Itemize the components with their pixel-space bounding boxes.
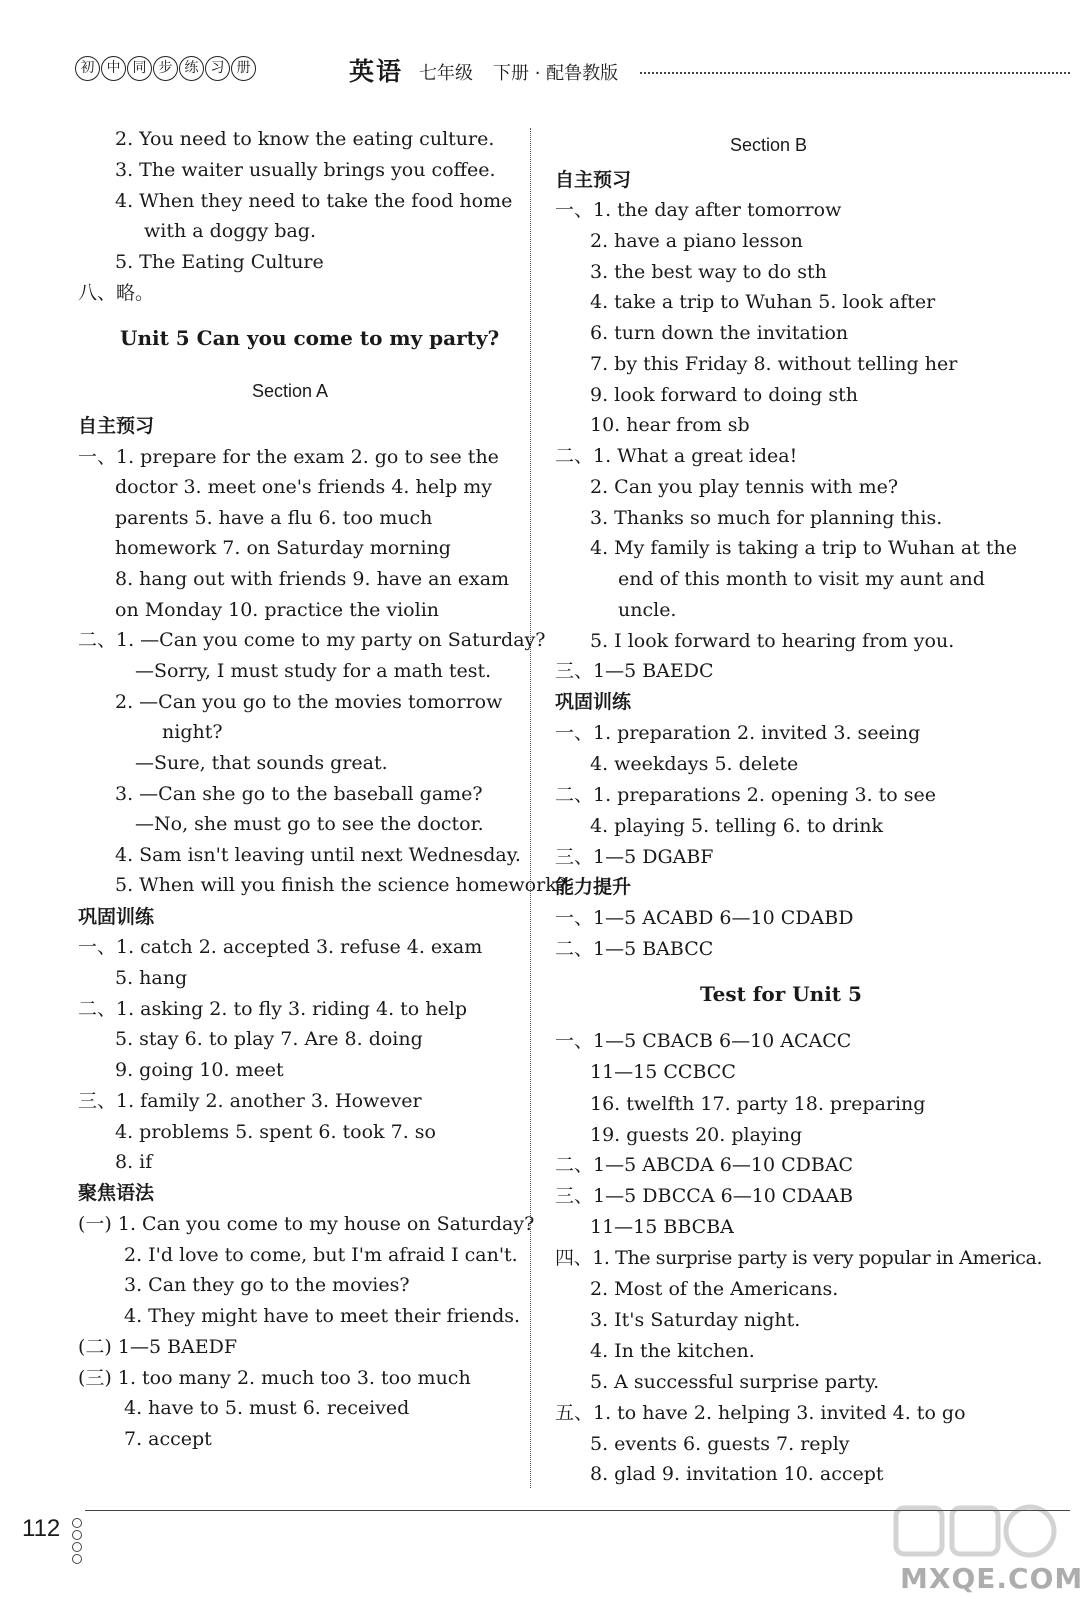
answer-line: 6. turn down the invitation bbox=[590, 322, 849, 344]
answer-line: 9. look forward to doing sth bbox=[590, 384, 858, 406]
answer-line: 10. hear from sb bbox=[590, 414, 750, 436]
series-char: 步 bbox=[153, 56, 178, 81]
answer-line: 三、1. family 2. another 3. However bbox=[78, 1090, 422, 1112]
answer-line: 5. When will you finish the science homework? bbox=[115, 874, 567, 896]
answer-line: 3. the best way to do sth bbox=[590, 261, 827, 283]
header-dotted-rule bbox=[640, 72, 1070, 74]
answer-line: (三) 1. too many 2. much too 3. too much bbox=[78, 1367, 471, 1389]
subject-title: 英语 bbox=[349, 57, 404, 86]
answer-line: 8. if bbox=[115, 1151, 153, 1173]
answer-line: on Monday 10. practice the violin bbox=[115, 599, 440, 621]
answer-line: 5. A successful surprise party. bbox=[590, 1371, 880, 1393]
answer-line: 4. In the kitchen. bbox=[590, 1340, 755, 1362]
page-header bbox=[75, 54, 1075, 88]
section-heading: Section A bbox=[252, 381, 329, 401]
subsection-heading: 能力提升 bbox=[555, 876, 632, 898]
answer-line: 一、1—5 ACABD 6—10 CDABD bbox=[555, 907, 854, 929]
answer-line: —No, she must go to see the doctor. bbox=[135, 813, 484, 835]
answer-line: 一、1. preparation 2. invited 3. seeing bbox=[555, 722, 921, 744]
answer-line: 3. Thanks so much for planning this. bbox=[590, 507, 943, 529]
subsection-heading: 自主预习 bbox=[555, 169, 632, 191]
answer-line: 3. Can they go to the movies? bbox=[124, 1274, 410, 1296]
answer-line: night? bbox=[162, 721, 223, 743]
answer-line: 一、1. catch 2. accepted 3. refuse 4. exam bbox=[78, 936, 483, 958]
answer-line: 一、1—5 CBACB 6—10 ACACC bbox=[555, 1030, 852, 1052]
answer-line: 11—15 CCBCC bbox=[590, 1061, 736, 1083]
answer-line: 4. weekdays 5. delete bbox=[590, 753, 799, 775]
page-number: 112 bbox=[22, 1515, 61, 1542]
answer-line: 5. The Eating Culture bbox=[115, 251, 324, 273]
answer-line: 二、1. What a great idea! bbox=[555, 445, 798, 467]
answer-line: 二、1. asking 2. to fly 3. riding 4. to help bbox=[78, 998, 468, 1020]
answer-line: (一) 1. Can you come to my house on Saturday? bbox=[78, 1213, 535, 1235]
answer-line: 二、1—5 BABCC bbox=[555, 938, 714, 960]
answer-line: 16. twelfth 17. party 18. preparing bbox=[590, 1093, 926, 1115]
answer-line: with a doggy bag. bbox=[144, 220, 317, 242]
series-char: 册 bbox=[231, 56, 256, 81]
answer-line: 4. playing 5. telling 6. to drink bbox=[590, 815, 884, 837]
answer-line: 三、1—5 DGABF bbox=[555, 846, 714, 868]
answer-line: 2. —Can you go to the movies tomorrow bbox=[115, 691, 503, 713]
answer-line: 一、1. the day after tomorrow bbox=[555, 199, 842, 221]
answer-line: 3. The waiter usually brings you coffee. bbox=[115, 159, 496, 181]
answer-line: 7. accept bbox=[124, 1428, 212, 1450]
unit-title: Unit 5 Can you come to my party? bbox=[120, 326, 500, 350]
grade-label: 七年级 bbox=[419, 63, 473, 84]
chain-ornament-icon bbox=[72, 1518, 86, 1566]
subsection-heading: 自主预习 bbox=[78, 415, 155, 437]
answer-line: 9. going 10. meet bbox=[115, 1059, 284, 1081]
answer-line: 2. have a piano lesson bbox=[590, 230, 803, 252]
answer-line: 4. have to 5. must 6. received bbox=[124, 1397, 410, 1419]
answer-line: 4. problems 5. spent 6. took 7. so bbox=[115, 1121, 436, 1143]
answer-line: doctor 3. meet one's friends 4. help my bbox=[115, 476, 493, 498]
answer-line: 二、1—5 ABCDA 6—10 CDBAC bbox=[555, 1154, 854, 1176]
answer-line: 4. take a trip to Wuhan 5. look after bbox=[590, 291, 936, 313]
series-char: 中 bbox=[101, 56, 126, 81]
test-title: Test for Unit 5 bbox=[700, 982, 862, 1006]
series-char: 习 bbox=[205, 56, 230, 81]
answer-line: 五、1. to have 2. helping 3. invited 4. to go bbox=[555, 1402, 966, 1424]
subsection-heading: 巩固训练 bbox=[78, 906, 155, 928]
answer-line: end of this month to visit my aunt and bbox=[618, 568, 985, 590]
answer-line: uncle. bbox=[618, 599, 677, 621]
answer-line: 5. hang bbox=[115, 967, 188, 989]
answer-line: 三、1—5 DBCCA 6—10 CDAAB bbox=[555, 1185, 854, 1207]
answer-line: homework 7. on Saturday morning bbox=[115, 537, 451, 559]
answer-line: 11—15 BBCBA bbox=[590, 1216, 734, 1238]
watermark-text: MXQE.COM bbox=[900, 1562, 1084, 1595]
answer-line: 2. You need to know the eating culture. bbox=[115, 128, 495, 150]
answer-line: 2. I'd love to come, but I'm afraid I can't. bbox=[124, 1244, 518, 1266]
answer-line: 8. hang out with friends 9. have an exam bbox=[115, 568, 510, 590]
answer-line: 5. I look forward to hearing from you. bbox=[590, 630, 955, 652]
answer-line: 二、1. —Can you come to my party on Saturday? bbox=[78, 629, 546, 651]
answer-line: 一、1. prepare for the exam 2. go to see the bbox=[78, 446, 499, 468]
section-heading: Section B bbox=[730, 135, 808, 155]
answer-line: parents 5. have a flu 6. too much bbox=[115, 507, 433, 529]
subsection-heading: 聚焦语法 bbox=[78, 1182, 155, 1204]
answer-line: 2. Can you play tennis with me? bbox=[590, 476, 899, 498]
answer-line: 4. Sam isn't leaving until next Wednesday. bbox=[115, 844, 521, 866]
series-char: 初 bbox=[75, 56, 100, 81]
answer-line: 四、1. The surprise party is very popular in America. bbox=[555, 1247, 1043, 1269]
answer-line: —Sorry, I must study for a math test. bbox=[135, 660, 492, 682]
edition-label: 下册 · 配鲁教版 bbox=[493, 63, 619, 84]
subsection-heading: 巩固训练 bbox=[555, 691, 632, 713]
answer-line: 4. My family is taking a trip to Wuhan at the bbox=[590, 537, 1017, 559]
answer-line: 3. —Can she go to the baseball game? bbox=[115, 783, 483, 805]
answer-line: 8. glad 9. invitation 10. accept bbox=[590, 1463, 884, 1485]
answer-line: 5. events 6. guests 7. reply bbox=[590, 1433, 850, 1455]
answer-line: 3. It's Saturday night. bbox=[590, 1309, 801, 1331]
answer-line: 7. by this Friday 8. without telling her bbox=[590, 353, 958, 375]
answer-line: —Sure, that sounds great. bbox=[135, 752, 388, 774]
answer-line: 三、1—5 BAEDC bbox=[555, 660, 714, 682]
answer-line: 5. stay 6. to play 7. Are 8. doing bbox=[115, 1028, 423, 1050]
series-char: 同 bbox=[127, 56, 152, 81]
answer-line: 2. Most of the Americans. bbox=[590, 1278, 839, 1300]
answer-line: 八、略。 bbox=[78, 282, 155, 304]
answer-line: 4. They might have to meet their friends. bbox=[124, 1305, 521, 1327]
series-title bbox=[75, 56, 257, 81]
answer-line: (二) 1—5 BAEDF bbox=[78, 1336, 238, 1358]
series-char: 练 bbox=[179, 56, 204, 81]
answer-line: 4. When they need to take the food home bbox=[115, 190, 513, 212]
answer-line: 二、1. preparations 2. opening 3. to see bbox=[555, 784, 937, 806]
answer-line: 19. guests 20. playing bbox=[590, 1124, 803, 1146]
column-divider bbox=[530, 128, 531, 1488]
